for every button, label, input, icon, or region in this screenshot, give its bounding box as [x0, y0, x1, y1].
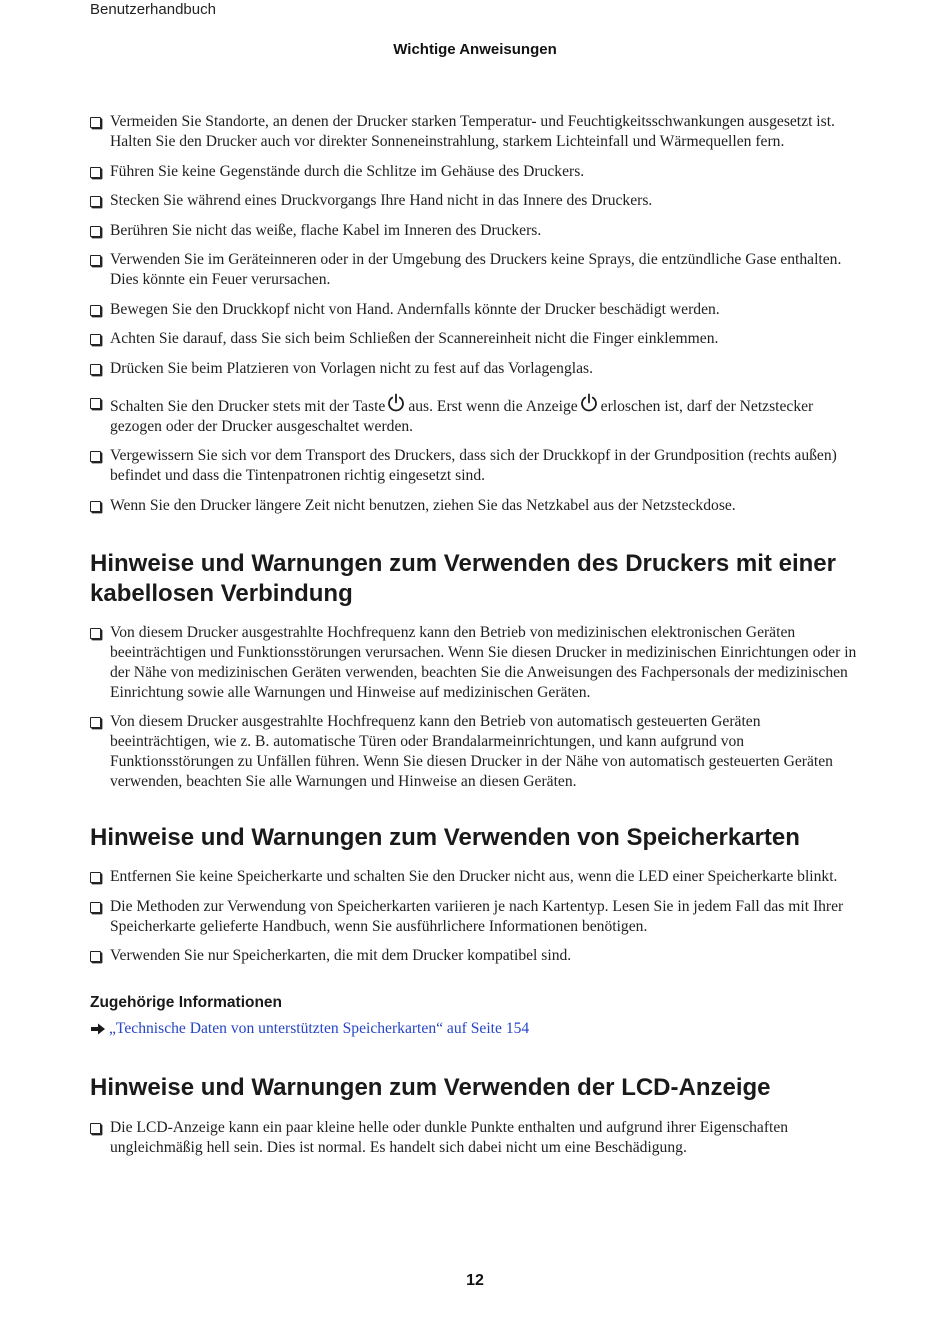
- power-icon: [580, 393, 598, 413]
- list-item: Die Methoden zur Verwendung von Speicherkarten variieren je nach Kartentyp. Lesen Sie in jedem Fall das mit Ihrer Speicherkarte gelieferte Handbuch, wenn Sie ausführlichere Informationen benötigen.: [90, 897, 860, 937]
- checkbox-bullet-icon: [90, 364, 101, 375]
- list-item: Achten Sie darauf, dass Sie sich beim Schließen der Scannereinheit nicht die Finger einklemmen.: [90, 329, 860, 349]
- checkbox-bullet-icon: [90, 951, 101, 962]
- list-item: Von diesem Drucker ausgestrahlte Hochfrequenz kann den Betrieb von medizinischen elektronischen Geräten beeinträchtigen und Funktionsstörungen verursachen. Wenn Sie diesen Drucker in medizinischen Einrichtungen oder in der Nähe von medizinischen Geräten verwenden, beachten Sie die Anweisungen des Fachpersonals der medizinischen Einrichtung sowie alle Warnungen und Hinweise auf medizinischen Geräten.: [90, 623, 860, 703]
- list-item: Berühren Sie nicht das weiße, flache Kabel im Inneren des Druckers.: [90, 221, 860, 241]
- checkbox-bullet-icon: [90, 255, 101, 266]
- checkbox-bullet-icon: [90, 717, 101, 728]
- memory-card-specs-link[interactable]: „Technische Daten von unterstützten Speicherkarten“ auf Seite 154: [109, 1020, 530, 1037]
- power-icon: [387, 393, 405, 413]
- wireless-list: [90, 623, 860, 793]
- section-title: Wichtige Anweisungen: [393, 41, 557, 58]
- lcd-heading: Hinweise und Warnungen zum Verwenden der LCD-Anzeige: [90, 1074, 771, 1101]
- checkbox-bullet-icon: [90, 872, 101, 883]
- checkbox-bullet-icon: [90, 501, 101, 512]
- list-item: Vergewissern Sie sich vor dem Transport des Druckers, dass sich der Druckkopf in der Grundposition (rechts außen) befindet und dass die Tintenpatronen richtig eingesetzt sind.: [90, 446, 860, 486]
- list-item: Entfernen Sie keine Speicherkarte und schalten Sie den Drucker nicht aus, wenn die LED einer Speicherkarte blinkt.: [90, 867, 860, 887]
- page-number: 12: [466, 1272, 484, 1289]
- checkbox-bullet-icon: [90, 167, 101, 178]
- checkbox-bullet-icon: [90, 305, 101, 316]
- list-item: Verwenden Sie im Geräteinneren oder in der Umgebung des Druckers keine Sprays, die entzündliche Gase enthalten. Dies könnte ein Feuer verursachen.: [90, 250, 860, 290]
- list-item: Stecken Sie während eines Druckvorgangs Ihre Hand nicht in das Innere des Druckers.: [90, 191, 860, 211]
- list-item: Vermeiden Sie Standorte, an denen der Drucker starken Temperatur- und Feuchtigkeitsschwankungen ausgesetzt ist. Halten Sie den Drucker auch vor direkter Sonneneinstrahlung, starkem Lichteinfall und Wärmequellen fern.: [90, 112, 860, 152]
- list-item: Drücken Sie beim Platzieren von Vorlagen nicht zu fest auf das Vorlagenglas.: [90, 359, 860, 379]
- list-item: Führen Sie keine Gegenstände durch die Schlitze im Gehäuse des Druckers.: [90, 162, 860, 182]
- checkbox-bullet-icon: [90, 117, 101, 128]
- checkbox-bullet-icon: [90, 628, 101, 639]
- related-link-row: [90, 1020, 860, 1038]
- checkbox-bullet-icon: [90, 398, 101, 409]
- checkbox-bullet-icon: [90, 334, 101, 345]
- memory-card-list: [90, 867, 860, 966]
- related-info-heading: Zugehörige Informationen: [90, 994, 283, 1011]
- checkbox-bullet-icon: [90, 226, 101, 237]
- list-item-power: Schalten Sie den Drucker stets mit der Taste aus. Erst wenn die Anzeige erloschen ist, darf der Netzstecker gezogen oder der Drucker ausgeschaltet werden.: [90, 393, 860, 437]
- checkbox-bullet-icon: [90, 902, 101, 913]
- list-item: Die LCD-Anzeige kann ein paar kleine helle oder dunkle Punkte enthalten und aufgrund ihrer Eigenschaften ungleichmäßig hell sein. Dies ist normal. Es handelt sich dabei nicht um eine Beschädigung.: [90, 1118, 860, 1158]
- general-safety-list: [90, 112, 860, 516]
- checkbox-bullet-icon: [90, 451, 101, 462]
- list-item: Wenn Sie den Drucker längere Zeit nicht benutzen, ziehen Sie das Netzkabel aus der Netzsteckdose.: [90, 496, 860, 516]
- arrow-right-icon: [90, 1022, 106, 1036]
- checkbox-bullet-icon: [90, 196, 101, 207]
- checkbox-bullet-icon: [90, 1123, 101, 1134]
- lcd-list: [90, 1118, 860, 1158]
- list-item: Verwenden Sie nur Speicherkarten, die mit dem Drucker kompatibel sind.: [90, 946, 860, 966]
- list-item: Von diesem Drucker ausgestrahlte Hochfrequenz kann den Betrieb von automatisch gesteuerten Geräten beeinträchtigen, wie z. B. automatische Türen oder Brandalarmeinrichtungen, und kann aufgrund von Funktionsstörungen zu Unfällen führen. Wenn Sie diesen Drucker in der Nähe von automatisch gesteuerten Geräten verwenden, beachten Sie alle Warnungen und Hinweise an diesen Geräten.: [90, 712, 860, 792]
- list-item: Bewegen Sie den Druckkopf nicht von Hand. Andernfalls könnte der Drucker beschädigt werden.: [90, 300, 860, 320]
- running-title: Benutzerhandbuch: [90, 1, 216, 18]
- wireless-heading: Hinweise und Warnungen zum Verwenden des Druckers mit einer kabellosen Verbindung: [90, 549, 836, 607]
- page-content: [90, 112, 860, 1168]
- memory-card-heading: Hinweise und Warnungen zum Verwenden von Speicherkarten: [90, 824, 800, 851]
